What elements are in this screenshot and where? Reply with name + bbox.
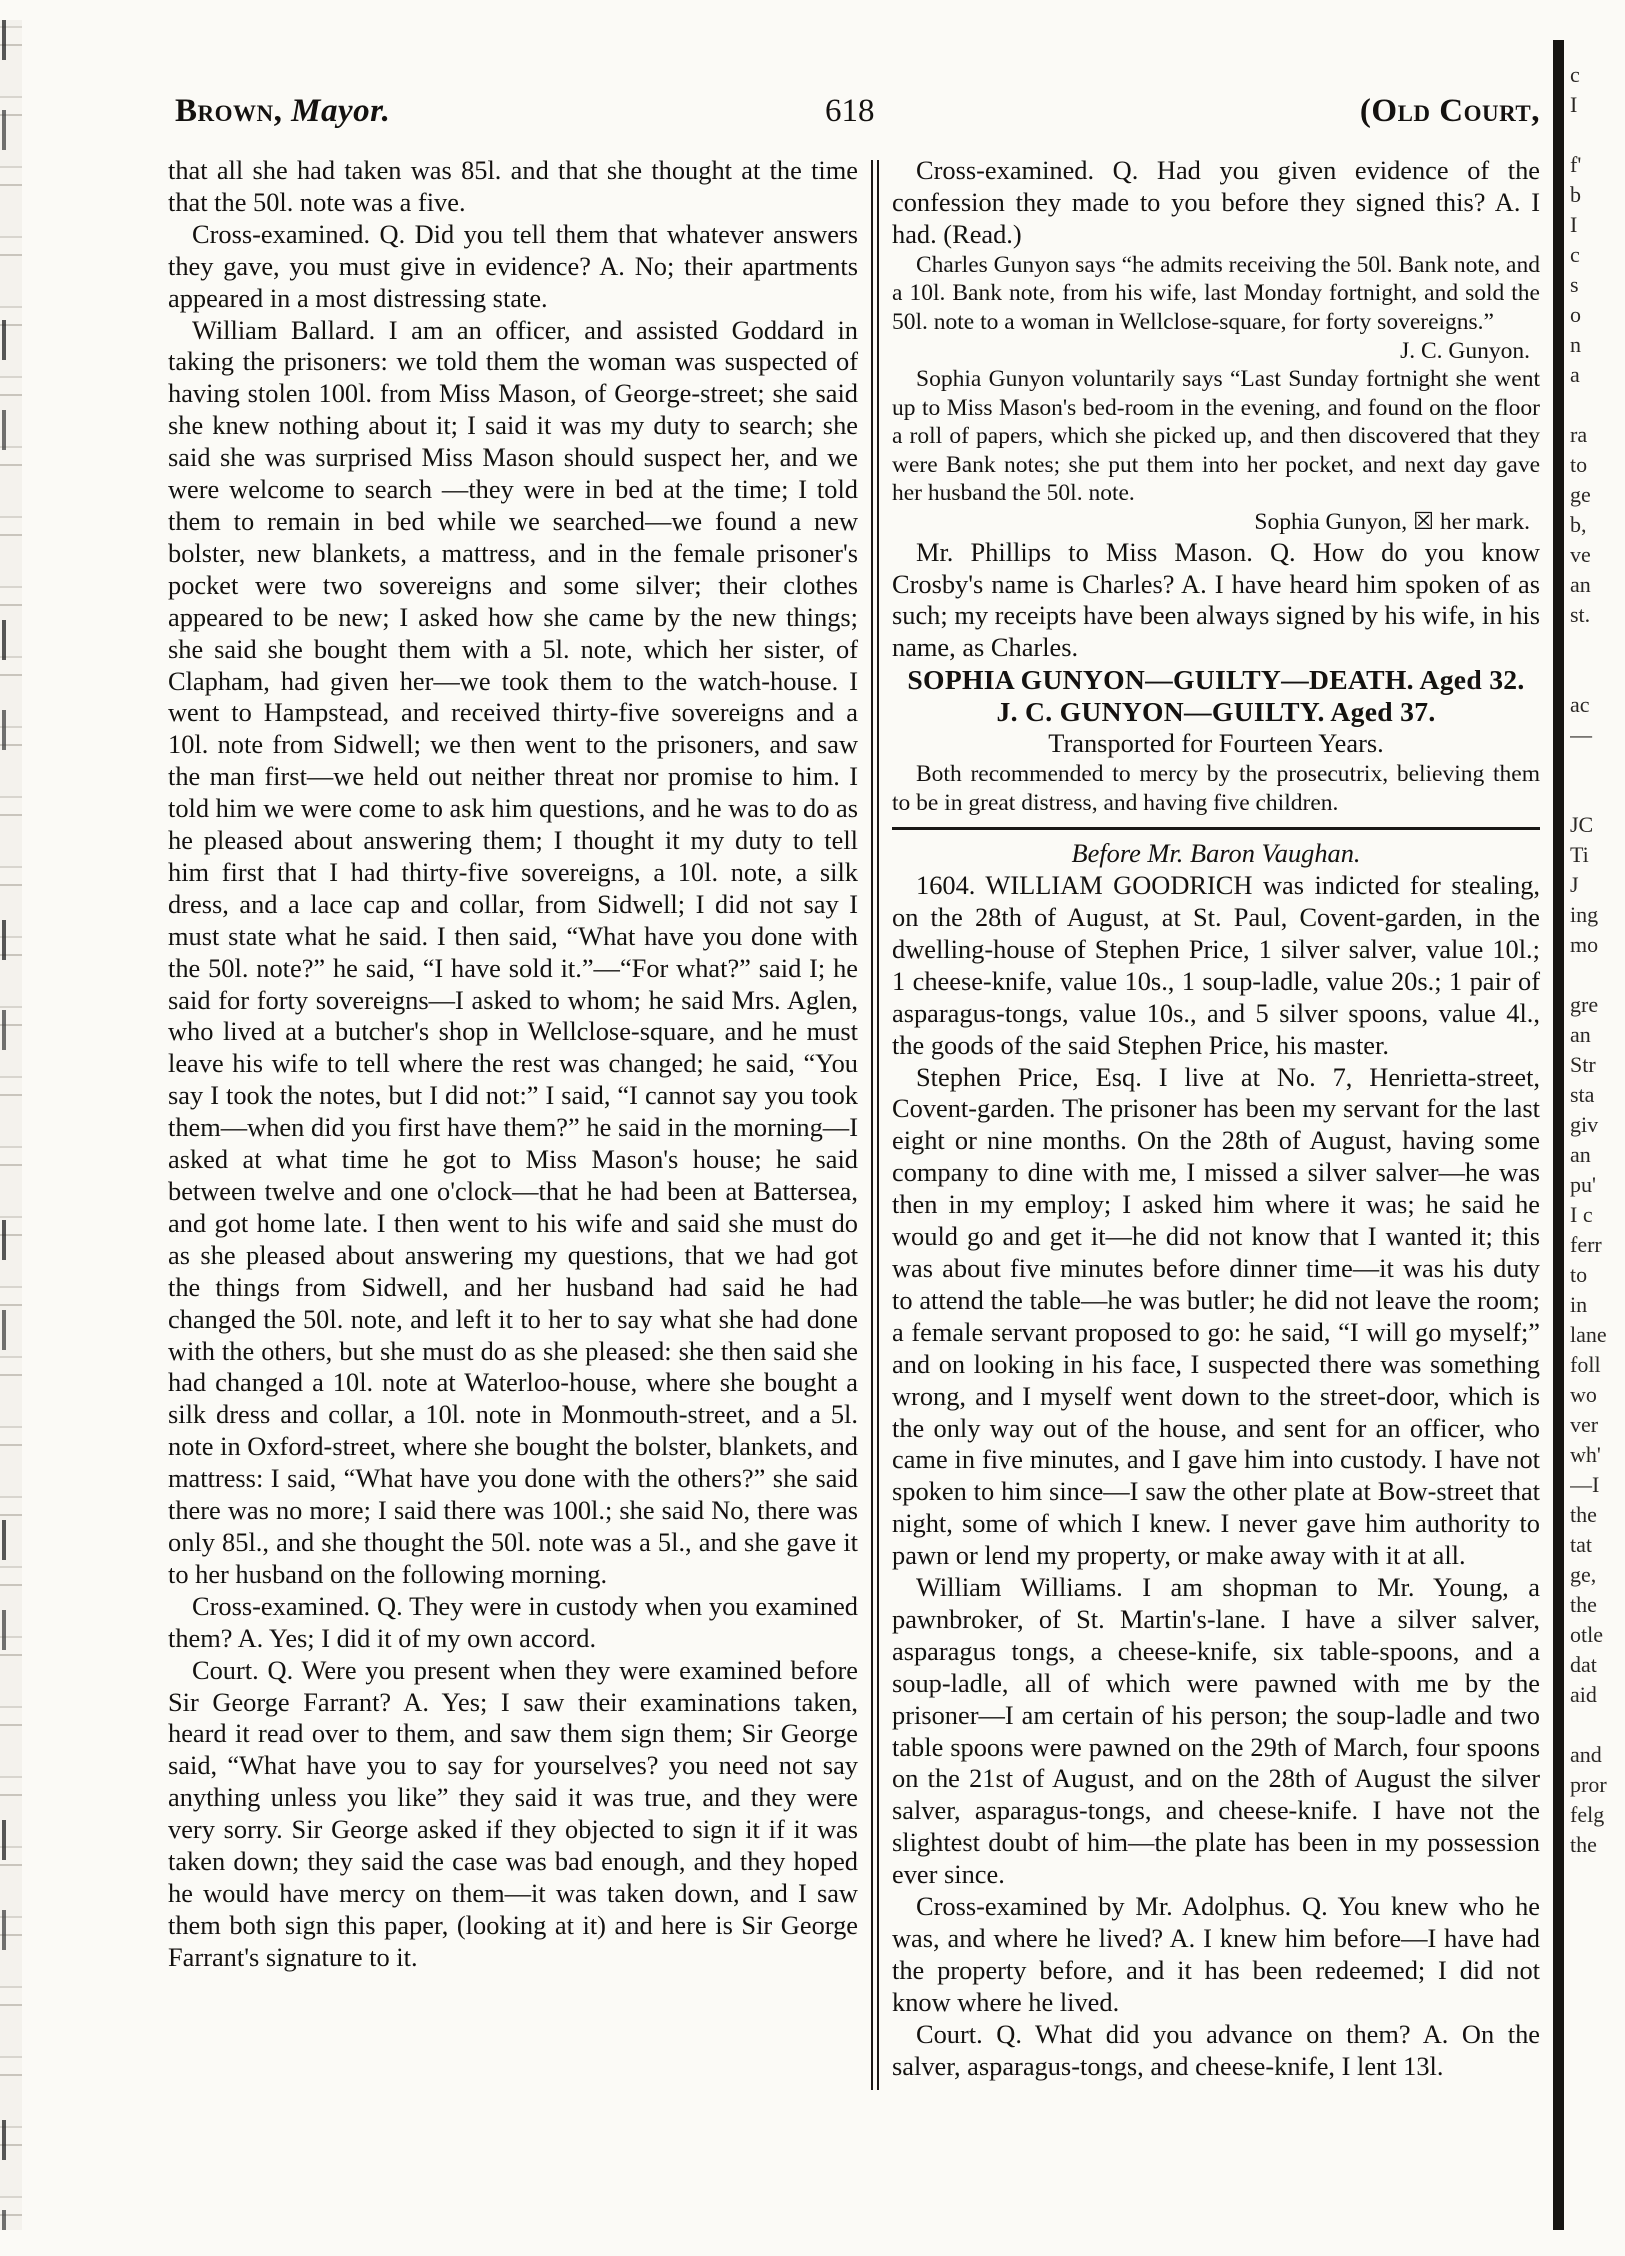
next-page-line: b (1570, 182, 1581, 207)
next-page-line: wo (1570, 1382, 1597, 1407)
next-page-line: tat (1570, 1532, 1592, 1557)
williams-testimony: William Williams. I am shopman to Mr. Young, a pawnbroker, of St. Martin's-lane. I have a silver salver, asparagus tongs, a cheese-knife, six table-spoons, and a soup-ladle, all of which were pawned with me by the prisoner—I am certain of his person; the soup-ladle and two table spoons were pawned on the 29th of March, four spoons on the 21st of August, and on the 28th of August the silver salver, asparagus-tongs, and cheese-knife. I have not the slightest doubt of him—the plate has been in my possession ever since. (892, 1572, 1540, 1890)
next-page-line: the (1570, 1592, 1597, 1617)
left-column (168, 155, 858, 1974)
next-page-line: foll (1570, 1352, 1601, 1377)
right-column (892, 155, 1540, 2083)
page-number: 618 (825, 93, 875, 129)
mercy-recommendation: Both recommended to mercy by the prosecutrix, believing them to be in great distress, and having five children. (892, 761, 1540, 816)
next-page-line: I c (1570, 1202, 1593, 1227)
next-page-line: ver (1570, 1412, 1599, 1437)
next-page-line (1570, 660, 1622, 690)
left-page-edge (0, 20, 22, 2230)
next-page-line: n (1570, 332, 1581, 357)
next-page-line: ing (1570, 902, 1599, 927)
next-page-line: lane (1570, 1322, 1607, 1347)
next-page-line: I (1570, 212, 1578, 237)
next-page-line: giv (1570, 1112, 1599, 1137)
paragraph: Cross-examined. Q. Did you tell them that whatever answers they gave, you must give in evidence? A. No; their apartments appeared in a most distressing state. (168, 218, 858, 313)
next-page-line: sta (1570, 1082, 1595, 1107)
mayor-name: Brown, (175, 93, 283, 129)
verdict-sophia: SOPHIA GUNYON—GUILTY—DEATH. Aged 32. (907, 664, 1525, 696)
price-testimony: Stephen Price, Esq. I live at No. 7, Henrietta-street, Covent-garden. The prisoner has been my servant for the last eight or nine months. On the 28th of August, having some company to dine with me, I missed a silver salver—he was then in my employ; I asked him where it was; he said he would go and get it—he did not know that I wanted it; this was about five minutes before dinner time—it was his duty to attend the table—he was butler; he did not leave the room; a female servant proposed to go: he said, “I will go myself;” and on looking in his face, I suspected there was something wrong, and I myself went down to the street-door, which is the only way out of the house, and sent for an officer, who came in five minutes, and I gave him into custody. I have not spoken to him since—I saw the other plate at Bow-street that night, some of which I knew. I never gave him authority to pawn or lend my property, or make away with it at all. (892, 1061, 1540, 1571)
mayor-title: Mayor. (291, 93, 391, 129)
next-page-line: aid (1570, 1682, 1597, 1707)
next-page-line: felg (1570, 1802, 1605, 1827)
next-page-line (1570, 120, 1622, 150)
next-page-line: to (1570, 452, 1588, 477)
next-page-line: mo (1570, 932, 1599, 957)
header-left (175, 93, 390, 130)
next-page-line: otle (1570, 1622, 1603, 1647)
sentence: Transported for Fourteen Years. (1048, 728, 1384, 759)
next-page-line: gre (1570, 992, 1599, 1017)
next-page-line: J (1570, 872, 1579, 897)
next-page-line: the (1570, 1502, 1597, 1527)
gunyon-signature: J. C. Gunyon. (1400, 337, 1530, 364)
next-page-line: ac (1570, 692, 1590, 717)
next-page-line: Ti (1570, 842, 1589, 867)
paragraph: Court. Q. Were you present when they were examined before Sir George Farrant? A. Yes; I saw their examinations taken, heard it read over to them, and saw them sign them; Sir George said, “What have you to say for yourselves? you need not say anything unless you like” they said it was true, and they were very sorry. Sir George asked if they objected to sign it if it was taken down; they said the case was bad enough, and they hoped he would have mercy on them—it was taken down, and I saw them both sign this paper, (looking at it) and here is Sir George Farrant's signature to it. (168, 1654, 858, 1972)
sophia-signature: Sophia Gunyon, ☒ her mark. (1254, 509, 1530, 536)
court-question: Court. Q. What did you advance on them? A. On the salver, asparagus-tongs, and cheese-knife, I lent 13l. (892, 2018, 1540, 2081)
section-rule (892, 827, 1540, 830)
next-page-line: dat (1570, 1652, 1597, 1677)
next-page-line: an (1570, 572, 1591, 597)
next-page-line: b, (1570, 512, 1587, 537)
column-divider (871, 160, 879, 2090)
next-page-line: s (1570, 272, 1579, 297)
next-page-line: and (1570, 1742, 1602, 1767)
next-page-line: the (1570, 1832, 1597, 1857)
next-page-line: wh' (1570, 1442, 1601, 1467)
next-page-line: ve (1570, 542, 1591, 567)
next-page-line (1570, 750, 1622, 780)
next-page-line: ferr (1570, 1232, 1602, 1257)
sophia-statement: Sophia Gunyon voluntarily says “Last Sunday fortnight she went up to Miss Mason's bed-room in the evening, and found on the floor a roll of papers, which she picked up, and then discovered that they were Bank notes; she put them into her pocket, and next day gave her husband the 50l. note. (892, 366, 1540, 507)
next-page-line: ge, (1570, 1562, 1597, 1587)
gunyon-statement: Charles Gunyon says “he admits receiving the 50l. Bank note, and a 10l. Bank note, from his wife, last Monday fortnight, and sold the 50l. note to a woman in Wellclose-square, for forty sovereigns.” (892, 251, 1540, 335)
phillips-question: Mr. Phillips to Miss Mason. Q. How do you know Crosby's name is Charles? A. I have heard him spoken of as such; my receipts have been always signed by his wife, in his name, as Charles. (892, 536, 1540, 663)
next-page-line: pu' (1570, 1172, 1596, 1197)
next-page-line: in (1570, 1292, 1588, 1317)
next-page-line: o (1570, 302, 1581, 327)
next-page-line: c (1570, 62, 1580, 87)
next-page-line: an (1570, 1022, 1591, 1047)
next-page-line (1570, 390, 1622, 420)
court-name: (Old Court, (1359, 93, 1540, 129)
book-spine (1553, 40, 1564, 2230)
next-page-line: — (1570, 722, 1592, 747)
next-page-line: —I (1570, 1472, 1600, 1497)
next-page-line: to (1570, 1262, 1588, 1287)
next-page-line: ge (1570, 482, 1591, 507)
paragraph: William Ballard. I am an officer, and assisted Goddard in taking the prisoners: we told them the woman was suspected of having stolen 100l. from Miss Mason, of George-street; she said she knew nothing about it; I said it was my duty to search; she said she was surprised Miss Mason should suspect her, and we were welcome to search —they were in bed at the time; I told them to remain in bed while we searched—we found a new bolster, new blankets, a mattress, and in the female prisoner's pocket were two sovereigns and some silver; their clothes appeared to be new; I asked how she came by the new things; she said she bought them with a 5l. note, which her sister, of Clapham, had given her—we took them to the watch-house. I went to Hampstead, and received thirty-five sovereigns and a 10l. note from Sidwell; we then went to the prisoners, and saw the man first—we held out neither threat nor promise to him. I told him we were come to ask him questions, and he was to do as he pleased about answering them; I thought it my duty to tell him first that I had thirty-five sovereigns, a 10l. note, a silk dress, and a lace cap and collar, from Sidwell; I did not say I must state what he said. I then said, “What have you done with the 50l. note?” he said, “I have sold it.”—“For what?” said I; he said for forty sovereigns—I asked to whom; he said Mrs. Aglen, who lived at a butcher's shop in Wellclose-square, and he must leave his wife to tell where the rest was changed; he said, “You say I took the notes, but I did not:” I said, “I cannot say you took them—when did you first have them?” he said in the morning—I asked at what time he got to Miss Mason's house; he said between twelve and one o'clock—that he had been at Battersea, and got home late. I then went to his wife and said she must do as she pleased about answering my questions, that we had got the things from Sidwell, and her husband had said he had changed the 50l. note, and left it to her to say what she had done with the others, but she must do as she pleased: she then said she had changed a 10l. note at Waterloo-house, where she bought a silk dress and collar, a 10l. note in Monmouth-street, and a 5l. note in Oxford-street, where she bought the bolster, blankets, and mattress: I said, “What have you done with the others?” she said there was no more; I said there was 100l.; she said No, there was only 85l., and she thought the 50l. note was a 5l., and she gave it to her husband on the following morning. (168, 314, 858, 1589)
page-header (175, 93, 1540, 143)
verdict-gunyon: J. C. GUNYON—GUILTY. Aged 37. (996, 696, 1436, 728)
next-page-line: JC (1570, 812, 1594, 837)
next-page-line: c (1570, 242, 1580, 267)
cross-examination: Cross-examined. Q. Had you given evidence of the confession they made to you before they signed this? A. I had. (Read.) (892, 155, 1540, 249)
next-page-fragment (1570, 60, 1622, 2240)
next-page-line (1570, 960, 1622, 990)
next-page-line: f' (1570, 152, 1582, 177)
next-page-line (1570, 780, 1622, 810)
paragraph: Cross-examined. Q. They were in custody when you examined them? A. Yes; I did it of my own accord. (168, 1590, 858, 1653)
next-page-line: an (1570, 1142, 1591, 1167)
next-page-line: pror (1570, 1772, 1607, 1797)
paragraph: that all she had taken was 85l. and that she thought at the time that the 50l. note was a five. (168, 155, 858, 217)
next-page-line: Str (1570, 1052, 1596, 1077)
indictment: 1604. WILLIAM GOODRICH was indicted for stealing, on the 28th of August, at St. Paul, Covent-garden, in the dwelling-house of Stephen Price, 1 silver salver, value 10l.; 1 cheese-knife, value 10s., 1 soup-ladle, value 20s.; 1 pair of asparagus-tongs, value 10s., and 5 silver spoons, value 4l., the goods of the said Stephen Price, his master. (892, 870, 1540, 1060)
next-page-line (1570, 1710, 1622, 1740)
next-page-line (1570, 630, 1622, 660)
next-page-line: st. (1570, 602, 1591, 627)
next-page-line: a (1570, 362, 1580, 387)
next-page-line: ra (1570, 422, 1588, 447)
adolphus-cross: Cross-examined by Mr. Adolphus. Q. You knew who he was, and where he lived? A. I knew him before—I have had the property before, and it has been redeemed; I did not know where he lived. (892, 1891, 1540, 2017)
judge-heading: Before Mr. Baron Vaughan. (1071, 838, 1361, 869)
next-page-line: I (1570, 92, 1578, 117)
